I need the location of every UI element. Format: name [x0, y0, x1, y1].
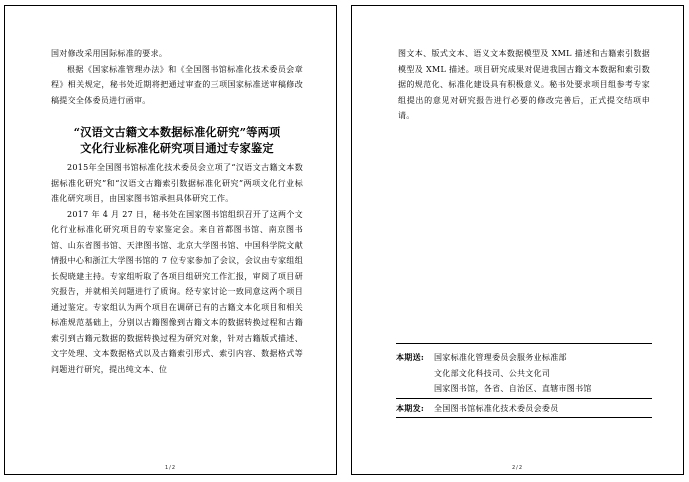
article-headline	[51, 124, 303, 156]
paragraph-project-intro: 2015年全国图书馆标准化技术委员会立项了“汉语文古籍文本数据标准化研究”和“汉语文古籍索引数据标准化研究”两项文化行业标准化研究项目，由国家图书馆承担具体研究工作。	[51, 163, 303, 203]
document-page-2	[351, 5, 684, 475]
send-recipient: 文化部文化科技司、公共文化司	[434, 368, 551, 378]
paragraph-continuation: 国对修改采用国际标准的要求。	[51, 49, 168, 58]
page-number: 1/2	[164, 465, 177, 471]
deliver-label: 本期发:	[396, 402, 425, 413]
document-page-1	[4, 5, 337, 475]
headline-line-1: “汉语文古籍文本数据标准化研究”等两项	[73, 125, 281, 139]
article-body	[51, 160, 303, 377]
send-recipient: 国家标准化管理委员会服务业标准部	[434, 353, 567, 362]
footer-divider-middle	[396, 398, 652, 399]
send-label: 本期送:	[396, 352, 425, 362]
footer-send-row	[396, 350, 652, 366]
headline-line-2: 文化行业标准化研究项目通过专家鉴定	[80, 141, 274, 155]
page-number: 2/2	[511, 465, 524, 471]
opening-text	[51, 46, 303, 108]
deliver-recipient: 全国图书馆标准化技术委员会委员	[434, 403, 559, 413]
send-recipient: 国家图书馆，各省、自治区、直辖市图书馆	[434, 384, 592, 393]
paragraph-appraisal-meeting: 2017 年 4 月 27 日，秘书处在国家图书馆组织召开了这两个文化行业标准化研究项目的专家鉴定会。来自首都图书馆、南京图书馆、山东省图书馆、天津图书馆、北京大学图书馆、中国科学院文献情报中心和浙江大学图书馆的 7 位专家参加了会议，会议由专家组组长倪晓建主持。专家组听取了各项目组研究工作汇报，审阅了项目研究报告，并就相关问题进行了质询。经专家讨论一致同意这两个项目通过鉴定。专家组认为两个项目在调研已有的古籍文本化项目和相关标准规范基础上，分别以古籍图像到古籍文本的数据转换过程和古籍索引到古籍元数据的数据转换过程为研究对象，针对古籍版式描述、文字处理、文本数据格式以及古籍索引形式、索引内容、数据格式等问题进行研究，提出纯文本、位	[51, 209, 303, 374]
footer-deliver-row	[396, 401, 652, 417]
distribution-footer	[396, 343, 652, 418]
paragraph-review-notice: 根据《国家标准管理办法》和《全国图书馆标准化技术委员会章程》相关规定，秘书处近期将把通过审查的三项国家标准送审稿修改稿提交全体委员进行函审。	[51, 64, 303, 105]
footer-divider-bottom	[396, 417, 652, 418]
paragraph-research-outcome: 图文本、版式文本、语义文本数据模型及 XML 描述和古籍索引数据模型及 XML 描述。项目研究成果对促进我国古籍文本数据和索引数据的规范化、标准化建设具有积极意义。秘书处要求项目组参考专家组提出的意见对研究报告进行必要的修改完善后，正式提交结项申请。	[398, 49, 650, 120]
footer-divider-top	[396, 343, 652, 344]
article-body-continued	[398, 46, 650, 124]
